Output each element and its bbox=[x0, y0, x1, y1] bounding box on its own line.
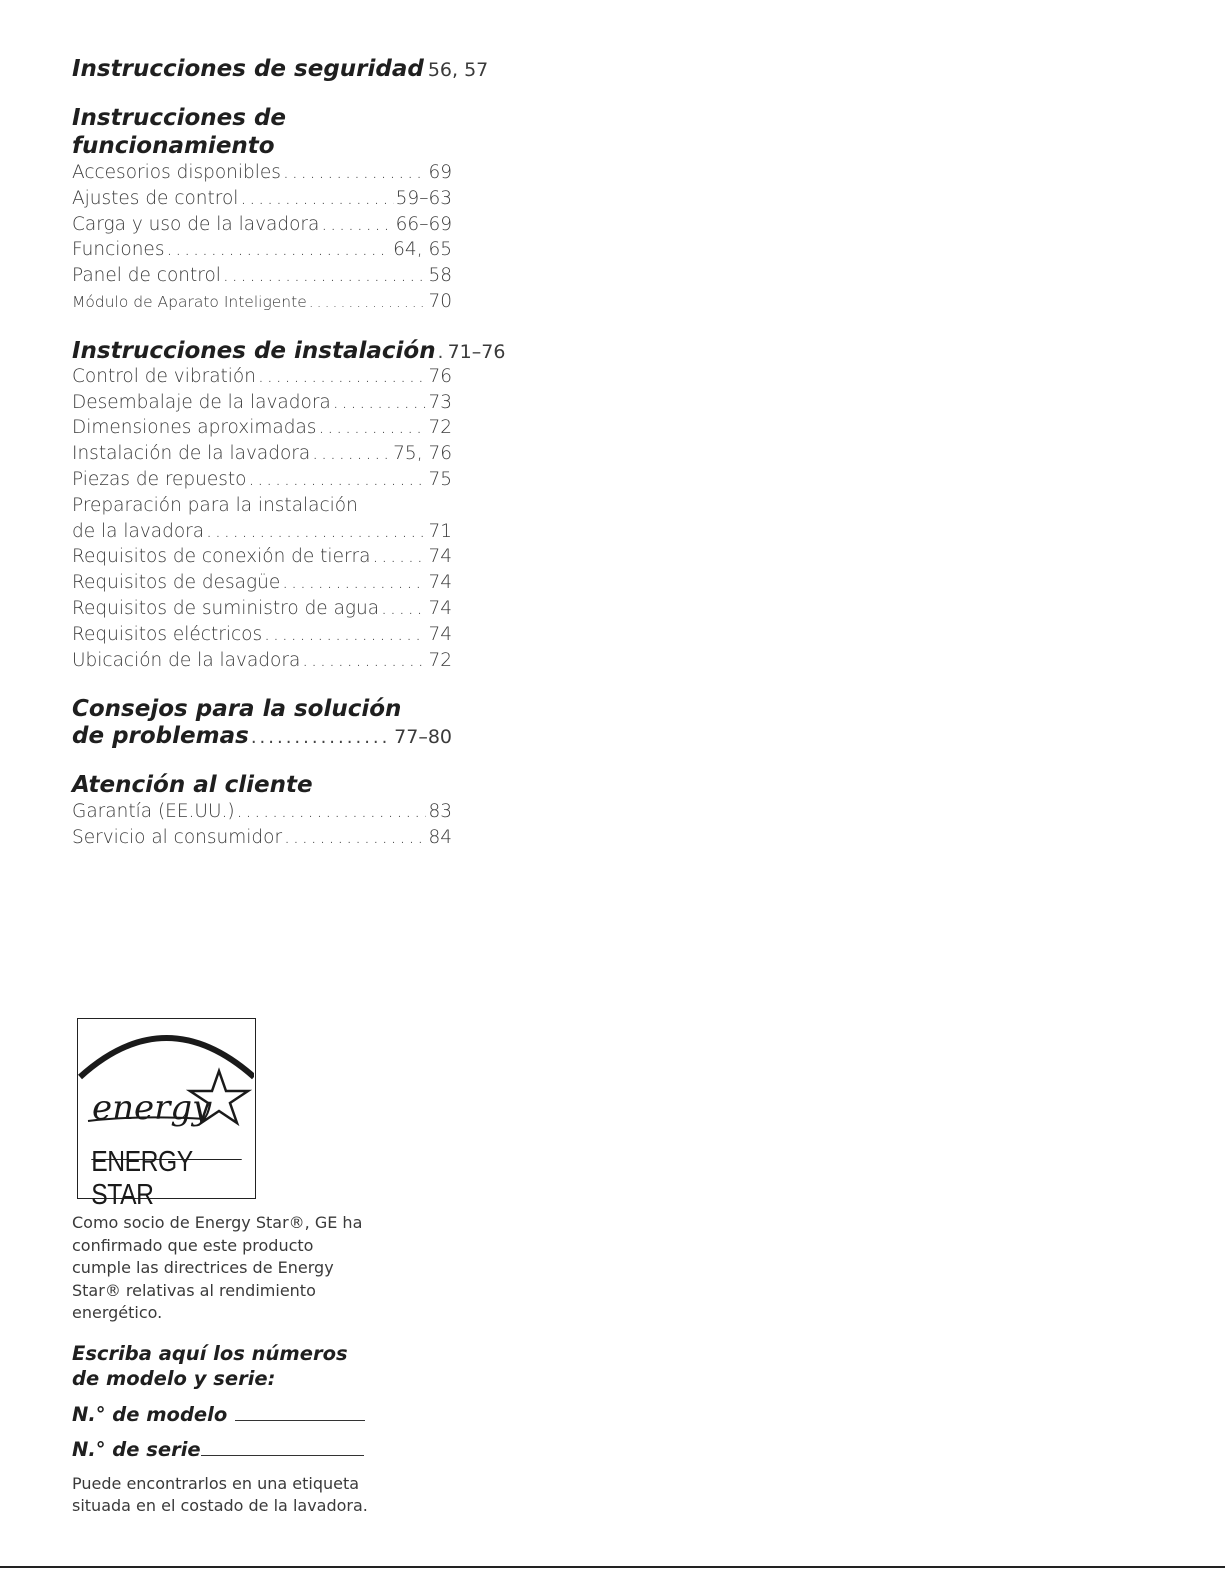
toc-entry-label: Piezas de repuesto bbox=[72, 468, 247, 490]
dot-leader bbox=[302, 648, 426, 674]
model-number-label: N.° de modelo bbox=[72, 1403, 228, 1426]
toc-entry[interactable] bbox=[72, 415, 452, 441]
toc-entry[interactable] bbox=[72, 467, 452, 493]
toc-entry-label: Ajustes de control bbox=[72, 187, 239, 209]
page-number: 74 bbox=[428, 546, 452, 568]
toc-entry-label: de la lavadora bbox=[72, 520, 205, 542]
dot-leader bbox=[249, 467, 427, 493]
toc-entry[interactable] bbox=[72, 263, 452, 289]
toc-entry[interactable] bbox=[72, 160, 452, 186]
toc-entry[interactable] bbox=[72, 289, 452, 316]
section-title-installation: Instrucciones de instalación bbox=[72, 337, 436, 364]
dot-leader bbox=[438, 342, 446, 363]
page-number: 71–76 bbox=[447, 340, 506, 363]
dot-leader bbox=[321, 212, 393, 238]
toc-entry[interactable] bbox=[72, 596, 452, 622]
toc-entry[interactable] bbox=[72, 648, 452, 674]
page-number: 74 bbox=[428, 597, 452, 619]
dot-leader bbox=[284, 825, 426, 851]
label-location-text: Puede encontrarlos en una etiqueta situada en el costado de la lavadora. bbox=[72, 1474, 368, 1515]
page-number: 75 bbox=[428, 468, 452, 490]
table-of-contents bbox=[72, 56, 506, 851]
dot-leader bbox=[206, 519, 426, 545]
page-number: 72 bbox=[428, 417, 452, 439]
toc-entry[interactable] bbox=[72, 544, 452, 570]
serial-number-blank[interactable] bbox=[201, 1437, 364, 1456]
toc-entry[interactable] bbox=[72, 390, 452, 416]
section-title-troubleshooting-cont: de problemas bbox=[72, 723, 249, 750]
customer-list bbox=[72, 799, 452, 851]
toc-entry[interactable] bbox=[72, 622, 452, 648]
toc-entry[interactable] bbox=[72, 364, 452, 390]
dot-leader bbox=[309, 290, 427, 316]
page-number: 73 bbox=[428, 391, 452, 413]
dot-leader bbox=[251, 727, 392, 748]
dot-leader bbox=[318, 415, 426, 441]
toc-entry[interactable] bbox=[72, 237, 452, 263]
dot-leader bbox=[282, 570, 426, 596]
dot-leader bbox=[223, 263, 427, 289]
page-number: 76 bbox=[428, 365, 452, 387]
toc-entry-label: Instalación de la lavadora bbox=[72, 443, 311, 465]
dot-leader bbox=[373, 544, 427, 570]
toc-safety-heading[interactable] bbox=[72, 56, 489, 82]
page-number: 69 bbox=[428, 162, 452, 183]
toc-entry-label: Servicio al consumidor bbox=[72, 827, 283, 849]
toc-entry-label: Desembalaje de la lavadora bbox=[72, 391, 331, 413]
toc-entry-label: Requisitos eléctricos bbox=[72, 623, 263, 645]
energy-star-logo bbox=[77, 1018, 256, 1211]
model-number-blank[interactable] bbox=[235, 1402, 365, 1421]
dot-leader bbox=[166, 237, 391, 263]
toc-entry[interactable] bbox=[72, 570, 452, 596]
toc-entry[interactable] bbox=[72, 825, 452, 851]
dot-leader bbox=[258, 364, 426, 390]
dot-leader bbox=[237, 799, 427, 825]
dot-leader bbox=[312, 441, 391, 467]
page-number: 74 bbox=[428, 572, 452, 594]
section-title-customer: Atención al cliente bbox=[72, 772, 313, 799]
toc-entry-label: Control de vibratión bbox=[72, 365, 256, 387]
page-number: 75, 76 bbox=[393, 443, 452, 465]
toc-entry-label: Requisitos de conexión de tierra bbox=[72, 546, 371, 568]
toc-entry-label: Dimensiones aproximadas bbox=[72, 417, 317, 439]
toc-entry-label: Requisitos de desagüe bbox=[72, 572, 281, 594]
dot-leader bbox=[333, 390, 427, 416]
toc-entry-label: Módulo de Aparato Inteligente bbox=[72, 292, 307, 311]
page-number: 84 bbox=[428, 827, 452, 849]
toc-entry-label: Ubicación de la lavadora bbox=[72, 649, 301, 671]
toc-entry[interactable] bbox=[72, 186, 452, 212]
energy-star-caption: ENERGY STAR bbox=[91, 1159, 241, 1198]
record-heading: Escriba aquí los números de modelo y serie: bbox=[72, 1342, 348, 1390]
page-number: 58 bbox=[428, 265, 452, 287]
page-number: 70 bbox=[428, 290, 452, 312]
dot-leader bbox=[240, 186, 393, 212]
page-number: 64, 65 bbox=[393, 239, 452, 261]
serial-number-label: N.° de serie bbox=[72, 1438, 201, 1461]
page-number: 59–63 bbox=[395, 187, 452, 209]
toc-installation-heading[interactable] bbox=[72, 337, 506, 364]
page-bottom-rule bbox=[0, 1566, 1225, 1568]
page-number: 56, 57 bbox=[427, 59, 489, 81]
toc-entry-label: Carga y uso de la lavadora bbox=[72, 213, 320, 235]
energy-script: energy bbox=[92, 1088, 212, 1128]
page-number: 72 bbox=[428, 649, 452, 671]
model-number-field[interactable] bbox=[72, 1402, 365, 1426]
operating-list bbox=[72, 160, 452, 316]
dot-leader bbox=[264, 622, 426, 648]
toc-entry[interactable] bbox=[72, 799, 452, 825]
toc-entry-label: Panel de control bbox=[72, 265, 221, 287]
energy-star-partner-text: Como socio de Energy Star®, GE ha confirmado que este producto cumple las directrices de Energy Star® relativas al rendimiento energético. bbox=[72, 1213, 363, 1323]
toc-entry-label: Preparación para la instalación bbox=[72, 494, 358, 516]
page-number: 71 bbox=[428, 520, 452, 542]
dot-leader bbox=[381, 596, 426, 622]
toc-entry[interactable] bbox=[72, 519, 452, 545]
dot-leader bbox=[283, 160, 427, 186]
page-number: 74 bbox=[428, 623, 452, 645]
toc-troubleshooting-heading[interactable] bbox=[72, 723, 452, 749]
installation-list bbox=[72, 364, 452, 674]
section-title-troubleshooting: Consejos para la solución bbox=[72, 696, 402, 723]
toc-entry-label: Garantía (EE.UU.) bbox=[72, 801, 235, 823]
toc-entry[interactable] bbox=[72, 212, 452, 238]
toc-entry-label: Requisitos de suministro de agua bbox=[72, 597, 380, 619]
toc-entry-label: Funciones bbox=[72, 239, 165, 261]
toc-entry[interactable] bbox=[72, 493, 452, 519]
page-number: 77–80 bbox=[394, 726, 452, 749]
section-title-operating: Instrucciones de funcionamiento bbox=[72, 105, 287, 159]
page-number: 83 bbox=[428, 801, 452, 823]
page-number: 66–69 bbox=[395, 213, 452, 235]
toc-entry[interactable] bbox=[72, 441, 452, 467]
serial-number-field[interactable] bbox=[72, 1437, 364, 1461]
section-title-safety: Instrucciones de seguridad bbox=[72, 56, 424, 82]
energy-star-icon bbox=[78, 1019, 254, 1159]
toc-entry-label: Accesorios disponibles bbox=[72, 162, 281, 183]
